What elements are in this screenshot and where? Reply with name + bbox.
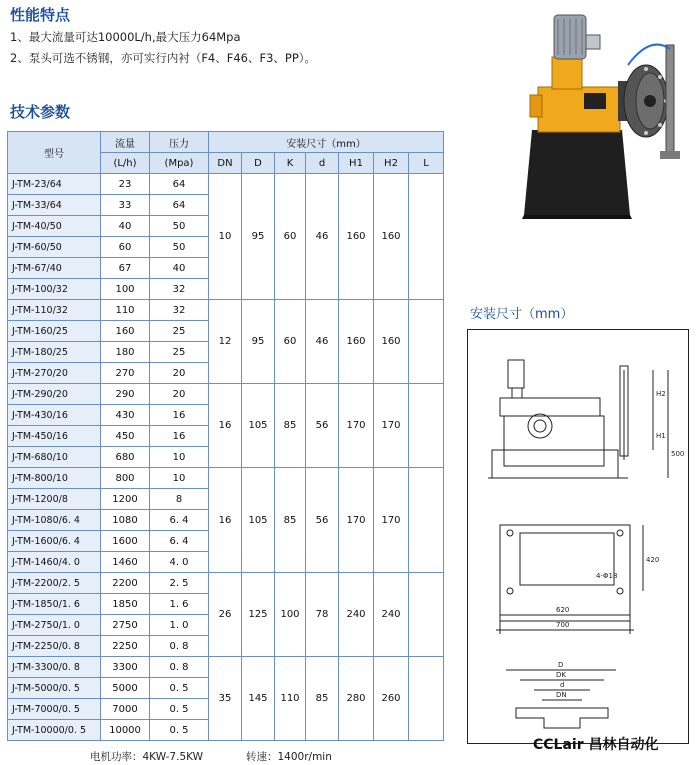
cell-pressure: 1. 6 xyxy=(150,594,209,615)
cell-model: J-TM-1200/8 xyxy=(8,489,101,510)
cell-flow: 110 xyxy=(101,300,150,321)
cell-model: J-TM-3300/0. 8 xyxy=(8,657,101,678)
speed-note: 转速：1400r/min xyxy=(246,751,332,763)
cell-flow: 2750 xyxy=(101,615,150,636)
cell-model: J-TM-7000/0. 5 xyxy=(8,699,101,720)
cell-model: J-TM-2750/1. 0 xyxy=(8,615,101,636)
cell-flow: 430 xyxy=(101,405,150,426)
cell-model: J-TM-23/64 xyxy=(8,174,101,195)
cell-flow: 1460 xyxy=(101,552,150,573)
cell-flow: 67 xyxy=(101,258,150,279)
cell-model: J-TM-33/64 xyxy=(8,195,101,216)
feature-item-2: 2、泵头可选不锈钢，亦可实行内衬（F4、F46、F3、PP）。 xyxy=(10,51,317,65)
cell-pressure: 0. 5 xyxy=(150,720,209,741)
drawing-label-h1: H1 xyxy=(656,432,666,440)
cell-pressure: 50 xyxy=(150,216,209,237)
cell-model: J-TM-1080/6. 4 xyxy=(8,510,101,531)
cell-pressure: 20 xyxy=(150,384,209,405)
cell-model: J-TM-40/50 xyxy=(8,216,101,237)
cell-pressure: 0. 8 xyxy=(150,657,209,678)
drawing-label-h2: H2 xyxy=(656,390,666,398)
header-k: K xyxy=(275,153,306,174)
drawing-label-420: 420 xyxy=(646,556,660,564)
cell-model: J-TM-1460/4. 0 xyxy=(8,552,101,573)
cell-model: J-TM-110/32 xyxy=(8,300,101,321)
cell-model: J-TM-100/32 xyxy=(8,279,101,300)
cell-model: J-TM-180/25 xyxy=(8,342,101,363)
cell-pressure: 50 xyxy=(150,237,209,258)
cell-pressure: 8 xyxy=(150,489,209,510)
cell-flow: 100 xyxy=(101,279,150,300)
drawing-label-holes: 4-Φ18 xyxy=(596,572,618,580)
cell-h1: 170 xyxy=(339,384,374,468)
table-row xyxy=(8,174,444,195)
cell-pressure: 32 xyxy=(150,300,209,321)
pump-photo xyxy=(510,5,695,220)
cell-flow: 7000 xyxy=(101,699,150,720)
cell-dn: 12 xyxy=(209,300,242,384)
cell-pressure: 64 xyxy=(150,195,209,216)
spec-table xyxy=(7,131,444,741)
header-flow: 流量 xyxy=(101,132,150,153)
cell-h2: 160 xyxy=(374,300,409,384)
cell-flow: 10000 xyxy=(101,720,150,741)
cell-flow: 33 xyxy=(101,195,150,216)
header-flow-unit: (L/h) xyxy=(101,153,150,174)
cell-flow: 3300 xyxy=(101,657,150,678)
cell-d-big: 125 xyxy=(242,573,275,657)
cell-model: J-TM-10000/0. 5 xyxy=(8,720,101,741)
cell-flow: 5000 xyxy=(101,678,150,699)
cell-d-small: 46 xyxy=(306,174,339,300)
cell-h1: 160 xyxy=(339,174,374,300)
cell-k: 60 xyxy=(275,174,306,300)
cell-flow: 60 xyxy=(101,237,150,258)
cell-pressure: 20 xyxy=(150,363,209,384)
table-row xyxy=(8,384,444,405)
cell-model: J-TM-450/16 xyxy=(8,426,101,447)
drawing-label-dn: DN xyxy=(556,691,567,699)
cell-model: J-TM-270/20 xyxy=(8,363,101,384)
cell-l xyxy=(409,174,444,300)
cell-d-big: 105 xyxy=(242,384,275,468)
cell-model: J-TM-67/40 xyxy=(8,258,101,279)
cell-flow: 270 xyxy=(101,363,150,384)
header-pressure-unit: (Mpa) xyxy=(150,153,209,174)
cell-pressure: 16 xyxy=(150,426,209,447)
cell-pressure: 64 xyxy=(150,174,209,195)
cell-flow: 23 xyxy=(101,174,150,195)
cell-pressure: 2. 5 xyxy=(150,573,209,594)
cell-d-small: 56 xyxy=(306,468,339,573)
install-drawing xyxy=(467,329,689,744)
cell-flow: 290 xyxy=(101,384,150,405)
features-title: 性能特点 xyxy=(10,6,71,24)
cell-dn: 16 xyxy=(209,468,242,573)
cell-h1: 170 xyxy=(339,468,374,573)
cell-pressure: 10 xyxy=(150,468,209,489)
cell-d-big: 95 xyxy=(242,174,275,300)
cell-d-small: 78 xyxy=(306,573,339,657)
cell-model: J-TM-680/10 xyxy=(8,447,101,468)
cell-model: J-TM-430/16 xyxy=(8,405,101,426)
cell-model: J-TM-5000/0. 5 xyxy=(8,678,101,699)
cell-pressure: 0. 5 xyxy=(150,699,209,720)
cell-pressure: 10 xyxy=(150,447,209,468)
cell-dn: 35 xyxy=(209,657,242,741)
cell-k: 60 xyxy=(275,300,306,384)
cell-k: 110 xyxy=(275,657,306,741)
header-d-big: D xyxy=(242,153,275,174)
watermark: CCLair 昌林自动化 xyxy=(533,737,659,753)
header-d-small: d xyxy=(306,153,339,174)
cell-dn: 26 xyxy=(209,573,242,657)
cell-flow: 450 xyxy=(101,426,150,447)
cell-dn: 10 xyxy=(209,174,242,300)
table-row xyxy=(8,468,444,489)
cell-l xyxy=(409,468,444,573)
cell-pressure: 16 xyxy=(150,405,209,426)
header-l: L xyxy=(409,153,444,174)
drawing-label-500: 500 xyxy=(671,450,685,458)
cell-model: J-TM-60/50 xyxy=(8,237,101,258)
drawing-label-620: 620 xyxy=(556,606,570,614)
cell-flow: 680 xyxy=(101,447,150,468)
header-install: 安装尺寸（mm） xyxy=(209,132,444,153)
cell-pressure: 0. 8 xyxy=(150,636,209,657)
header-pressure: 压力 xyxy=(150,132,209,153)
cell-flow: 2250 xyxy=(101,636,150,657)
cell-d-small: 56 xyxy=(306,384,339,468)
header-model: 型号 xyxy=(8,132,101,174)
cell-pressure: 25 xyxy=(150,342,209,363)
cell-dn: 16 xyxy=(209,384,242,468)
cell-h2: 170 xyxy=(374,468,409,573)
cell-pressure: 6. 4 xyxy=(150,510,209,531)
cell-k: 85 xyxy=(275,468,306,573)
table-row xyxy=(8,657,444,678)
cell-h1: 280 xyxy=(339,657,374,741)
header-h2: H2 xyxy=(374,153,409,174)
cell-d-big: 105 xyxy=(242,468,275,573)
feature-item-1: 1、最大流量可达10000L/h,最大压力64Mpa xyxy=(10,30,241,44)
table-row xyxy=(8,573,444,594)
cell-d-small: 85 xyxy=(306,657,339,741)
cell-d-big: 95 xyxy=(242,300,275,384)
cell-h2: 160 xyxy=(374,174,409,300)
cell-h1: 240 xyxy=(339,573,374,657)
cell-flow: 2200 xyxy=(101,573,150,594)
cell-l xyxy=(409,300,444,384)
cell-k: 85 xyxy=(275,384,306,468)
drawing-label-dk: DK xyxy=(556,671,566,679)
cell-flow: 1600 xyxy=(101,531,150,552)
header-h1: H1 xyxy=(339,153,374,174)
cell-pressure: 40 xyxy=(150,258,209,279)
cell-l xyxy=(409,657,444,741)
cell-h1: 160 xyxy=(339,300,374,384)
cell-model: J-TM-2250/0. 8 xyxy=(8,636,101,657)
drawing-label-d-big: D xyxy=(558,661,564,669)
cell-l xyxy=(409,384,444,468)
cell-model: J-TM-2200/2. 5 xyxy=(8,573,101,594)
cell-flow: 160 xyxy=(101,321,150,342)
cell-h2: 170 xyxy=(374,384,409,468)
cell-pressure: 6. 4 xyxy=(150,531,209,552)
cell-pressure: 32 xyxy=(150,279,209,300)
cell-flow: 800 xyxy=(101,468,150,489)
cell-pressure: 25 xyxy=(150,321,209,342)
cell-l xyxy=(409,573,444,657)
cell-pressure: 1. 0 xyxy=(150,615,209,636)
cell-model: J-TM-800/10 xyxy=(8,468,101,489)
cell-model: J-TM-290/20 xyxy=(8,384,101,405)
drawing-title: 安装尺寸（mm） xyxy=(470,307,574,322)
cell-d-big: 145 xyxy=(242,657,275,741)
cell-flow: 1200 xyxy=(101,489,150,510)
header-dn: DN xyxy=(209,153,242,174)
cell-model: J-TM-1600/6. 4 xyxy=(8,531,101,552)
cell-pressure: 4. 0 xyxy=(150,552,209,573)
cell-flow: 40 xyxy=(101,216,150,237)
cell-model: J-TM-1850/1. 6 xyxy=(8,594,101,615)
install-drawing-svg xyxy=(468,330,688,743)
cell-flow: 1080 xyxy=(101,510,150,531)
cell-k: 100 xyxy=(275,573,306,657)
cell-model: J-TM-160/25 xyxy=(8,321,101,342)
cell-h2: 240 xyxy=(374,573,409,657)
cell-h2: 260 xyxy=(374,657,409,741)
spec-table-body xyxy=(8,174,444,741)
cell-d-small: 46 xyxy=(306,300,339,384)
motor-power-note: 电机功率：4KW-7.5KW xyxy=(90,751,204,763)
cell-flow: 180 xyxy=(101,342,150,363)
drawing-label-700: 700 xyxy=(556,621,570,629)
drawing-label-d-small: d xyxy=(560,681,565,689)
table-row xyxy=(8,300,444,321)
cell-pressure: 0. 5 xyxy=(150,678,209,699)
specs-title: 技术参数 xyxy=(10,103,71,121)
cell-flow: 1850 xyxy=(101,594,150,615)
